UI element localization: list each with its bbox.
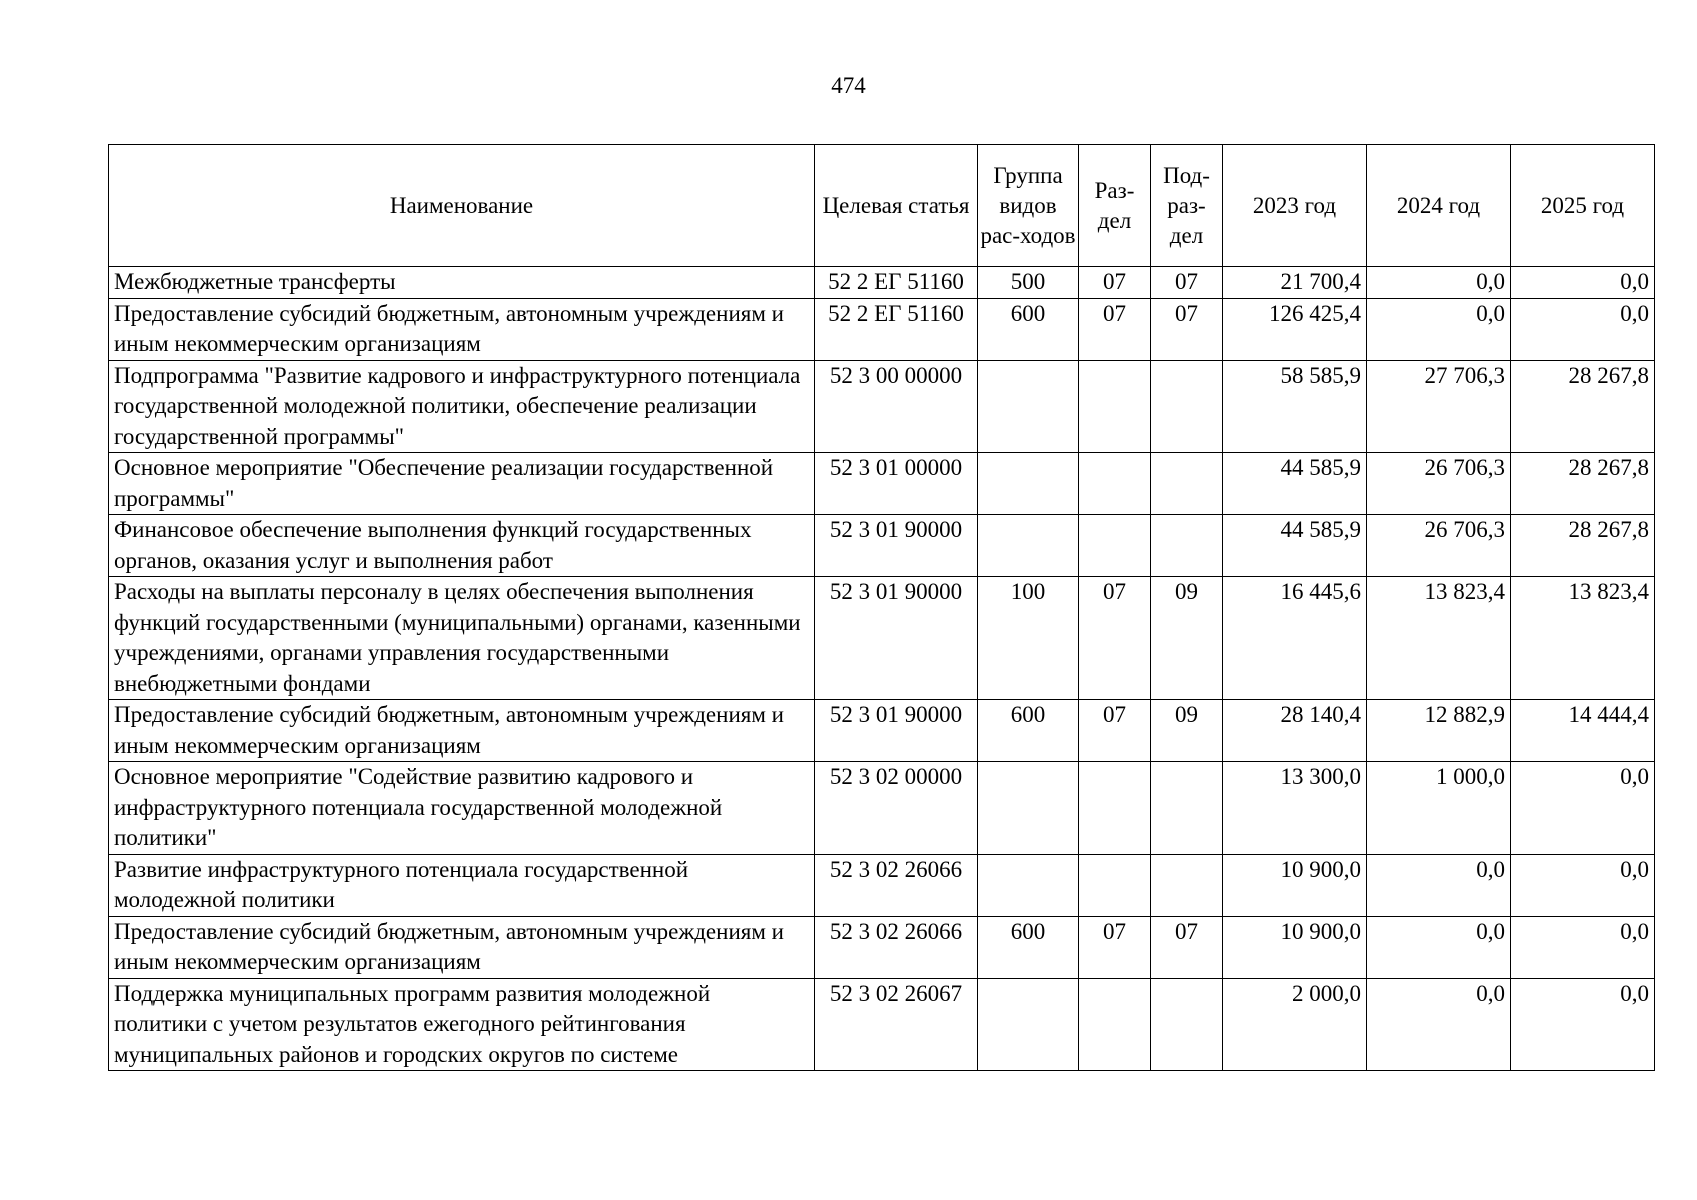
- cell-2024: 0,0: [1367, 854, 1511, 916]
- table-row: [109, 360, 1655, 453]
- table-row: [109, 298, 1655, 360]
- cell-section: [1079, 762, 1151, 855]
- cell-2023: 16 445,6: [1223, 577, 1367, 700]
- header-name: Наименование: [109, 145, 815, 267]
- cell-2023: 44 585,9: [1223, 453, 1367, 515]
- cell-name: Предоставление субсидий бюджетным, автономным учреждениям и иным некоммерческим организациям: [109, 916, 815, 978]
- cell-expense-group: 100: [978, 577, 1079, 700]
- header-target-article: Целевая статья: [815, 145, 978, 267]
- table-row: [109, 267, 1655, 299]
- cell-2023: 21 700,4: [1223, 267, 1367, 299]
- table-row: [109, 978, 1655, 1071]
- cell-2025: 28 267,8: [1511, 515, 1655, 577]
- cell-2023: 10 900,0: [1223, 916, 1367, 978]
- cell-subsection: [1151, 978, 1223, 1071]
- cell-expense-group: [978, 978, 1079, 1071]
- cell-subsection: [1151, 360, 1223, 453]
- table-row: [109, 700, 1655, 762]
- table-row: [109, 515, 1655, 577]
- cell-2023: 28 140,4: [1223, 700, 1367, 762]
- header-subsection: Под-раз-дел: [1151, 145, 1223, 267]
- cell-name: Поддержка муниципальных программ развития молодежной политики с учетом результатов ежегодного рейтингования муниципальных районов и городских округов по системе: [109, 978, 815, 1071]
- cell-name: Основное мероприятие "Обеспечение реализации государственной программы": [109, 453, 815, 515]
- table-row: [109, 453, 1655, 515]
- cell-name: Расходы на выплаты персоналу в целях обеспечения выполнения функций государственными (муниципальными) органами, казенными учреждениями, органами управления государственными внебюджетными фондами: [109, 577, 815, 700]
- table-row: [109, 577, 1655, 700]
- cell-subsection: [1151, 762, 1223, 855]
- cell-target-article: 52 2 ЕГ 51160: [815, 298, 978, 360]
- cell-target-article: 52 3 01 90000: [815, 515, 978, 577]
- cell-section: [1079, 453, 1151, 515]
- cell-name: Межбюджетные трансферты: [109, 267, 815, 299]
- cell-expense-group: [978, 854, 1079, 916]
- cell-name: Предоставление субсидий бюджетным, автономным учреждениям и иным некоммерческим организациям: [109, 298, 815, 360]
- page-number: 474: [831, 73, 866, 98]
- cell-section: [1079, 978, 1151, 1071]
- header-year-2024: 2024 год: [1367, 145, 1511, 267]
- cell-target-article: 52 3 02 26066: [815, 854, 978, 916]
- cell-section: [1079, 360, 1151, 453]
- cell-2025: 0,0: [1511, 762, 1655, 855]
- cell-subsection: [1151, 854, 1223, 916]
- cell-2025: 0,0: [1511, 267, 1655, 299]
- cell-2025: 13 823,4: [1511, 577, 1655, 700]
- cell-target-article: 52 3 01 90000: [815, 577, 978, 700]
- cell-2024: 27 706,3: [1367, 360, 1511, 453]
- cell-name: Основное мероприятие "Содействие развитию кадрового и инфраструктурного потенциала государственной молодежной политики": [109, 762, 815, 855]
- cell-2025: 0,0: [1511, 978, 1655, 1071]
- cell-2024: 0,0: [1367, 298, 1511, 360]
- cell-name: Развитие инфраструктурного потенциала государственной молодежной политики: [109, 854, 815, 916]
- cell-expense-group: 500: [978, 267, 1079, 299]
- cell-section: [1079, 515, 1151, 577]
- cell-name: Предоставление субсидий бюджетным, автономным учреждениям и иным некоммерческим организациям: [109, 700, 815, 762]
- cell-subsection: [1151, 453, 1223, 515]
- cell-2024: 12 882,9: [1367, 700, 1511, 762]
- cell-subsection: 09: [1151, 577, 1223, 700]
- cell-2025: 14 444,4: [1511, 700, 1655, 762]
- cell-2023: 2 000,0: [1223, 978, 1367, 1071]
- cell-2025: 28 267,8: [1511, 453, 1655, 515]
- header-year-2023: 2023 год: [1223, 145, 1367, 267]
- header-section: Раз-дел: [1079, 145, 1151, 267]
- cell-section: 07: [1079, 916, 1151, 978]
- table-row: [109, 854, 1655, 916]
- cell-subsection: 07: [1151, 298, 1223, 360]
- cell-name: Подпрограмма "Развитие кадрового и инфраструктурного потенциала государственной молодежной политики, обеспечение реализации государственной программы": [109, 360, 815, 453]
- budget-table: [108, 144, 1655, 1071]
- table-header-row: [109, 145, 1655, 267]
- cell-expense-group: 600: [978, 700, 1079, 762]
- cell-target-article: 52 3 00 00000: [815, 360, 978, 453]
- cell-section: 07: [1079, 267, 1151, 299]
- cell-2024: 26 706,3: [1367, 453, 1511, 515]
- cell-2023: 126 425,4: [1223, 298, 1367, 360]
- cell-2024: 0,0: [1367, 978, 1511, 1071]
- cell-2024: 0,0: [1367, 267, 1511, 299]
- cell-2023: 10 900,0: [1223, 854, 1367, 916]
- cell-expense-group: [978, 762, 1079, 855]
- cell-target-article: 52 2 ЕГ 51160: [815, 267, 978, 299]
- header-year-2025: 2025 год: [1511, 145, 1655, 267]
- cell-section: 07: [1079, 298, 1151, 360]
- cell-subsection: 07: [1151, 916, 1223, 978]
- cell-2023: 58 585,9: [1223, 360, 1367, 453]
- cell-expense-group: [978, 515, 1079, 577]
- cell-subsection: [1151, 515, 1223, 577]
- cell-expense-group: [978, 360, 1079, 453]
- table-row: [109, 916, 1655, 978]
- cell-2023: 44 585,9: [1223, 515, 1367, 577]
- cell-target-article: 52 3 02 26067: [815, 978, 978, 1071]
- cell-2025: 0,0: [1511, 854, 1655, 916]
- cell-target-article: 52 3 02 26066: [815, 916, 978, 978]
- cell-2025: 28 267,8: [1511, 360, 1655, 453]
- cell-target-article: 52 3 01 90000: [815, 700, 978, 762]
- cell-target-article: 52 3 02 00000: [815, 762, 978, 855]
- cell-expense-group: [978, 453, 1079, 515]
- cell-subsection: 09: [1151, 700, 1223, 762]
- cell-section: 07: [1079, 577, 1151, 700]
- cell-section: 07: [1079, 700, 1151, 762]
- cell-section: [1079, 854, 1151, 916]
- cell-2023: 13 300,0: [1223, 762, 1367, 855]
- cell-expense-group: 600: [978, 298, 1079, 360]
- cell-2025: 0,0: [1511, 298, 1655, 360]
- cell-2024: 26 706,3: [1367, 515, 1511, 577]
- cell-2025: 0,0: [1511, 916, 1655, 978]
- header-expense-group: Группа видов рас-ходов: [978, 145, 1079, 267]
- cell-subsection: 07: [1151, 267, 1223, 299]
- cell-2024: 0,0: [1367, 916, 1511, 978]
- cell-name: Финансовое обеспечение выполнения функций государственных органов, оказания услуг и выполнения работ: [109, 515, 815, 577]
- cell-2024: 13 823,4: [1367, 577, 1511, 700]
- cell-target-article: 52 3 01 00000: [815, 453, 978, 515]
- cell-2024: 1 000,0: [1367, 762, 1511, 855]
- cell-expense-group: 600: [978, 916, 1079, 978]
- table-row: [109, 762, 1655, 855]
